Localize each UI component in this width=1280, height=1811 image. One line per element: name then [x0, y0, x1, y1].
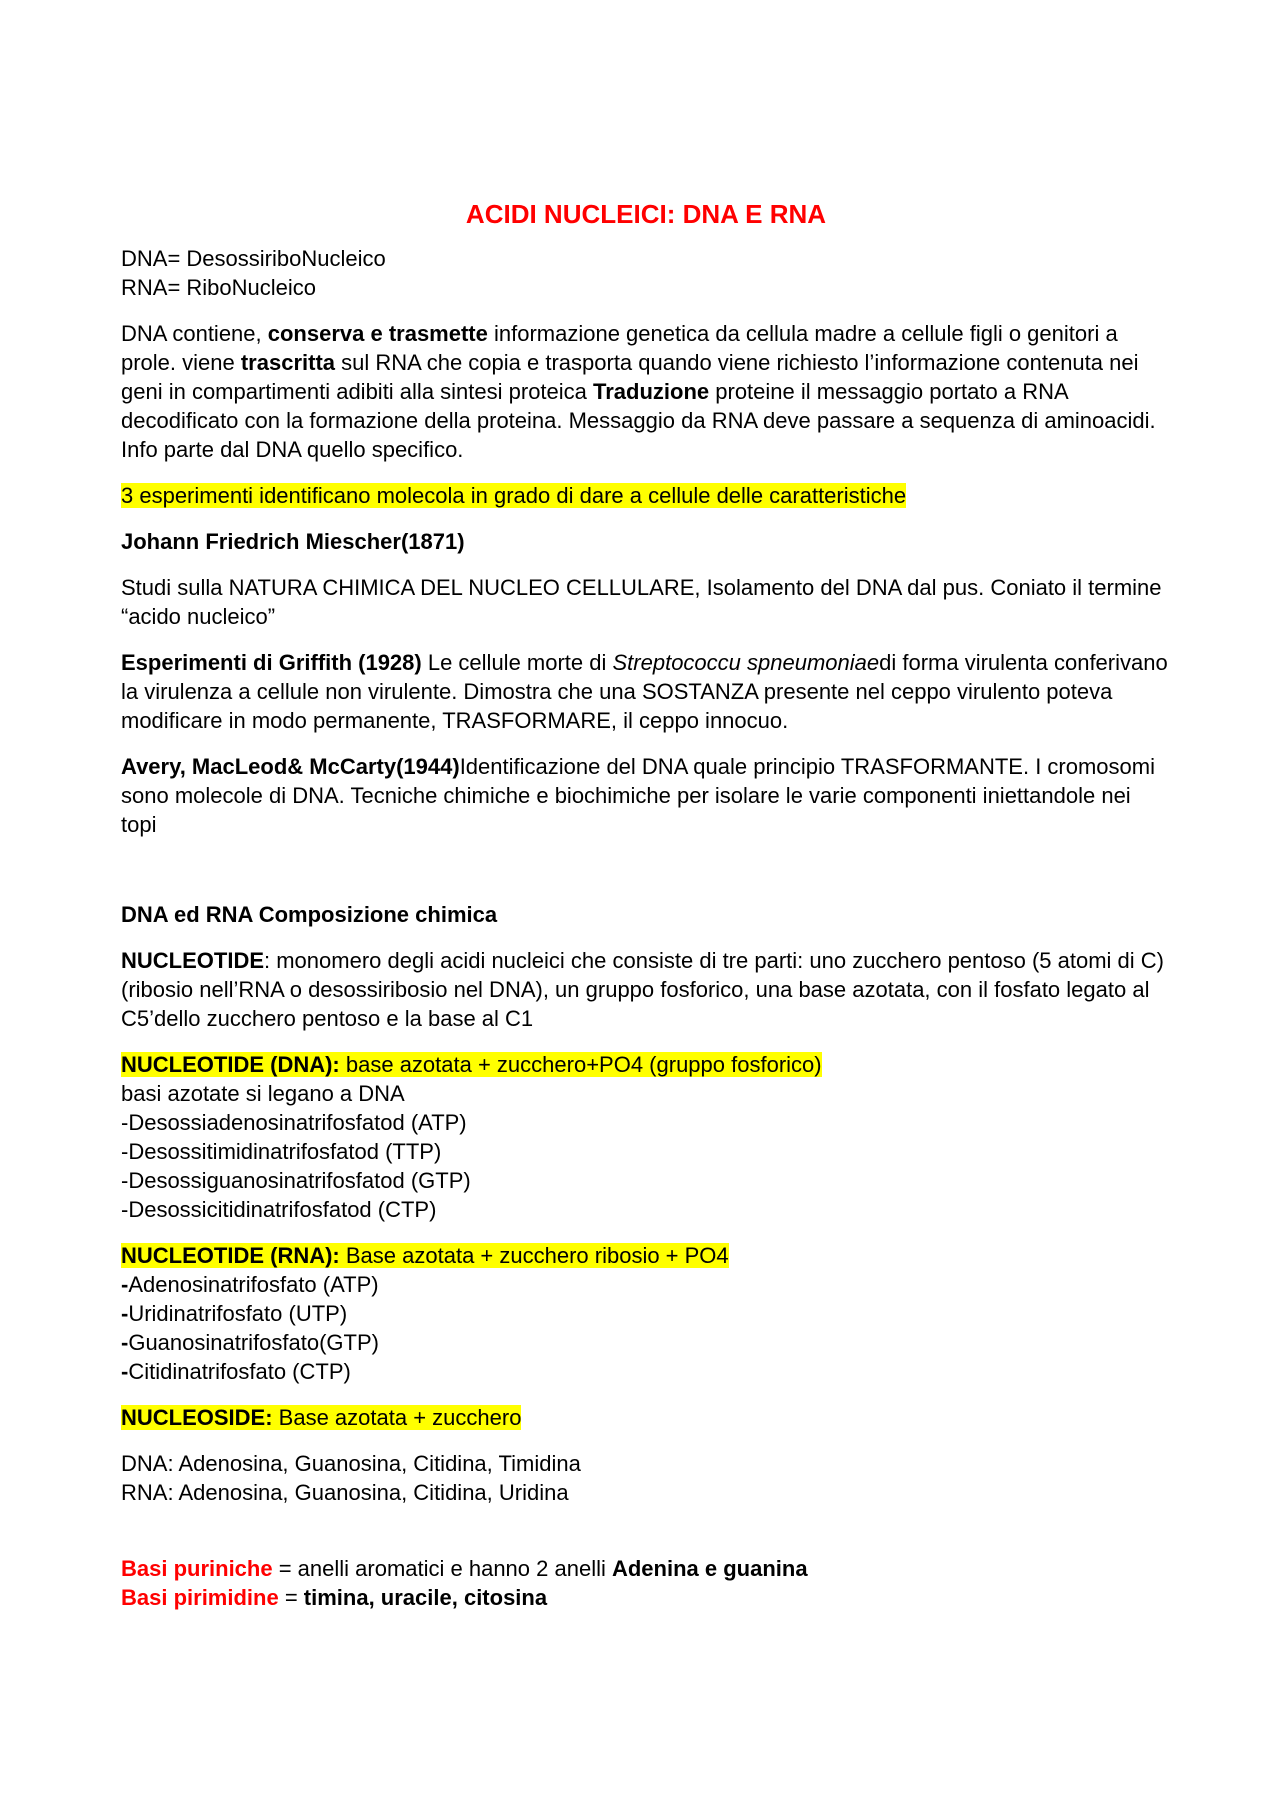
nucleotide-dna-section — [121, 1050, 1171, 1224]
intro-bold-3: Traduzione — [593, 379, 710, 404]
intro-text-1: DNA contiene, — [121, 321, 268, 346]
experiments-heading-text: 3 esperimenti identificano molecola in grado di dare a cellule delle caratteristiche — [121, 483, 907, 508]
nucleotide-dna-subtitle: basi azotate si legano a DNA — [121, 1081, 405, 1106]
list-item: -Desossitimidinatrifosfatod (TTP) — [121, 1139, 442, 1164]
intro-text-4: proteine il messaggio portato a RNA decodificato con la formazione della proteina. Messaggio da RNA deve passare a sequenza di aminoacidi. Info parte dal DNA quello specifico. — [121, 379, 1156, 462]
purine-text: = anelli aromatici e hanno 2 anelli — [272, 1556, 612, 1581]
griffith-text-2: di forma virulenta conferivano la virulenza a cellule non virulente. Dimostra che una SOSTANZA presente nel ceppo virulento poteva modificare in modo permanente, TRASFORMARE, il ceppo innocuo. — [121, 650, 1168, 733]
griffith-heading: Esperimenti di Griffith (1928) — [121, 650, 422, 675]
purine-bold: Adenina e guanina — [611, 1556, 808, 1581]
intro-text-2: informazione genetica da cellula madre a cellule figli o genitori a prole. viene — [121, 321, 1118, 375]
composition-heading — [121, 900, 1171, 929]
nucleoside-highlight — [121, 1405, 521, 1430]
miescher-paragraph: Studi sulla NATURA CHIMICA DEL NUCLEO CELLULARE, Isolamento del DNA dal pus. Coniato il termine “acido nucleico” — [121, 575, 1162, 629]
nucleoside-rna: RNA: Adenosina, Guanosina, Citidina, Uridina — [121, 1480, 569, 1505]
rna-definition: RNA= RiboNucleico — [121, 275, 317, 300]
nucleoside-heading — [121, 1403, 1171, 1432]
list-item: Citidinatrifosfato (CTP) — [128, 1359, 351, 1384]
list-dash: - — [121, 1330, 129, 1355]
list-item: -Desossiguanosinatrifosfatod (GTP) — [121, 1168, 471, 1193]
list-item: Uridinatrifosfato (UTP) — [128, 1301, 348, 1326]
definitions — [121, 244, 1171, 302]
dna-definition: DNA= DesossiriboNucleico — [121, 246, 386, 271]
intro-bold-1: conserva e trasmette — [267, 321, 488, 346]
nucleotide-dna-label: NUCLEOTIDE (DNA): — [121, 1052, 340, 1077]
nucleoside-dna: DNA: Adenosina, Guanosina, Citidina, Timidina — [121, 1451, 581, 1476]
nucleoside-label: NUCLEOSIDE: — [121, 1405, 273, 1430]
nucleotide-label: NUCLEOTIDE — [121, 948, 264, 973]
spacer — [121, 856, 1171, 900]
miescher-heading — [121, 527, 1171, 556]
miescher-heading-text: Johann Friedrich Miescher(1871) — [121, 529, 465, 554]
bases-section — [121, 1554, 1171, 1612]
pyrimidine-bold: timina, uracile, citosina — [303, 1585, 548, 1610]
nucleotide-rna-highlight — [121, 1243, 729, 1268]
nucleotide-dna-text: base azotata + zucchero+PO4 (gruppo fosforico) — [339, 1052, 822, 1077]
intro-text-3: sul RNA che copia e trasporta quando viene richiesto l’informazione contenuta nei geni in compartimenti adibiti alla sintesi proteica — [121, 350, 1139, 404]
pyrimidine-label: Basi pirimidine — [121, 1585, 279, 1610]
griffith-paragraph — [121, 648, 1171, 735]
griffith-text-1: Le cellule morte di — [421, 650, 613, 675]
list-item: -Desossicitidinatrifosfatod (CTP) — [121, 1197, 437, 1222]
document-body — [121, 198, 1171, 1629]
intro-paragraph — [121, 319, 1171, 464]
nucleotide-dna-highlight — [121, 1052, 822, 1077]
avery-paragraph — [121, 752, 1171, 839]
purine-label: Basi puriniche — [121, 1556, 273, 1581]
list-dash: - — [121, 1359, 129, 1384]
avery-text: Identificazione del DNA quale principio TRASFORMANTE. I cromosomi sono molecole di DNA. Tecniche chimiche e biochimiche per isolare le varie componenti iniettandole nei topi — [121, 754, 1155, 837]
list-dash: - — [121, 1272, 129, 1297]
nucleotide-rna-text: Base azotata + zucchero ribosio + PO4 — [339, 1243, 729, 1268]
experiments-heading — [121, 481, 1171, 510]
nucleotide-paragraph — [121, 946, 1171, 1033]
nucleotide-rna-section — [121, 1241, 1171, 1386]
griffith-species: Streptococcu spneumoniae — [612, 650, 880, 675]
pyrimidine-text: = — [278, 1585, 304, 1610]
nucleotide-text: : monomero degli acidi nucleici che consiste di tre parti: uno zucchero pentoso (5 atomi di C) (ribosio nell’RNA o desossiribosio nel DNA), un gruppo fosforico, una base azotata, con il fosfato legato al C5’dello zucchero pentoso e la base al C1 — [121, 948, 1165, 1031]
list-item: Adenosinatrifosfato (ATP) — [128, 1272, 379, 1297]
spacer — [121, 1524, 1171, 1554]
list-item: Guanosinatrifosfato(GTP) — [128, 1330, 379, 1355]
list-dash: - — [121, 1301, 129, 1326]
composition-heading-text: DNA ed RNA Composizione chimica — [121, 902, 498, 927]
nucleoside-text: Base azotata + zucchero — [272, 1405, 522, 1430]
page-title: ACIDI NUCLEICI: DNA E RNA — [465, 199, 827, 229]
nucleotide-rna-label: NUCLEOTIDE (RNA): — [121, 1243, 340, 1268]
nucleoside-list — [121, 1449, 1171, 1507]
avery-heading: Avery, MacLeod& McCarty(1944) — [121, 754, 460, 779]
list-item: -Desossiadenosinatrifosfatod (ATP) — [121, 1110, 467, 1135]
intro-bold-2: trascritta — [240, 350, 336, 375]
